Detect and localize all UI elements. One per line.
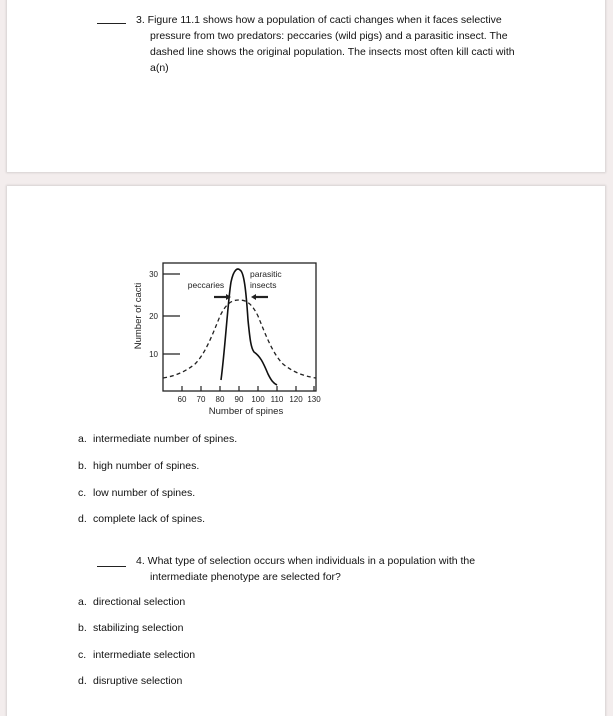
svg-text:110: 110 <box>270 395 284 404</box>
original-population-curve <box>163 300 316 378</box>
option-3d[interactable]: d. complete lack of spines. <box>78 513 206 525</box>
x-ticks <box>182 386 314 391</box>
svg-text:70: 70 <box>196 395 206 404</box>
svg-text:80: 80 <box>215 395 225 404</box>
option-3c[interactable]: c. low number of spines. <box>78 487 196 499</box>
y-axis-label: Number of cacti <box>133 282 144 350</box>
peccaries-label: peccaries <box>187 280 225 290</box>
y-tick-label-10: 10 <box>149 350 158 359</box>
option-3a[interactable]: a. intermediate number of spines. <box>78 433 238 445</box>
parasitic-label: parasitic <box>250 269 282 279</box>
chart-svg <box>110 255 330 425</box>
option-4a[interactable]: a. directional selection <box>78 596 186 608</box>
svg-text:100: 100 <box>251 395 265 404</box>
option-4c[interactable]: c. intermediate selection <box>78 649 196 661</box>
y-tick-label-30: 30 <box>149 270 158 279</box>
svg-text:60: 60 <box>177 395 187 404</box>
svg-text:120: 120 <box>289 395 303 404</box>
x-axis-label: Number of spines <box>208 406 284 417</box>
question-4-text: 4. What type of selection occurs when individuals in a population with the intermediate phenotype are selected for? <box>136 555 476 583</box>
svg-text:130: 130 <box>307 395 321 404</box>
figure-11-1-chart <box>110 255 330 425</box>
option-3b[interactable]: b. high number of spines. <box>78 460 200 472</box>
answer-blank-4[interactable] <box>97 566 126 567</box>
parasitic-insects-arrow <box>251 294 268 300</box>
option-4d[interactable]: d. disruptive selection <box>78 675 183 687</box>
svg-text:90: 90 <box>234 395 244 404</box>
plot-frame <box>163 263 316 391</box>
y-tick-label-20: 20 <box>149 312 158 321</box>
x-tick-labels <box>178 395 322 404</box>
option-4b[interactable]: b. stabilizing selection <box>78 622 184 634</box>
answer-blank-3[interactable] <box>97 23 126 24</box>
insects-label: insects <box>250 280 277 290</box>
question-3-text: 3. Figure 11.1 shows how a population of cacti changes when it faces selective pressure from two predators: peccaries (wild pigs) and a parasitic insect. The dashed line shows the original population. The insects most often kill cacti with a(n) <box>136 14 515 74</box>
